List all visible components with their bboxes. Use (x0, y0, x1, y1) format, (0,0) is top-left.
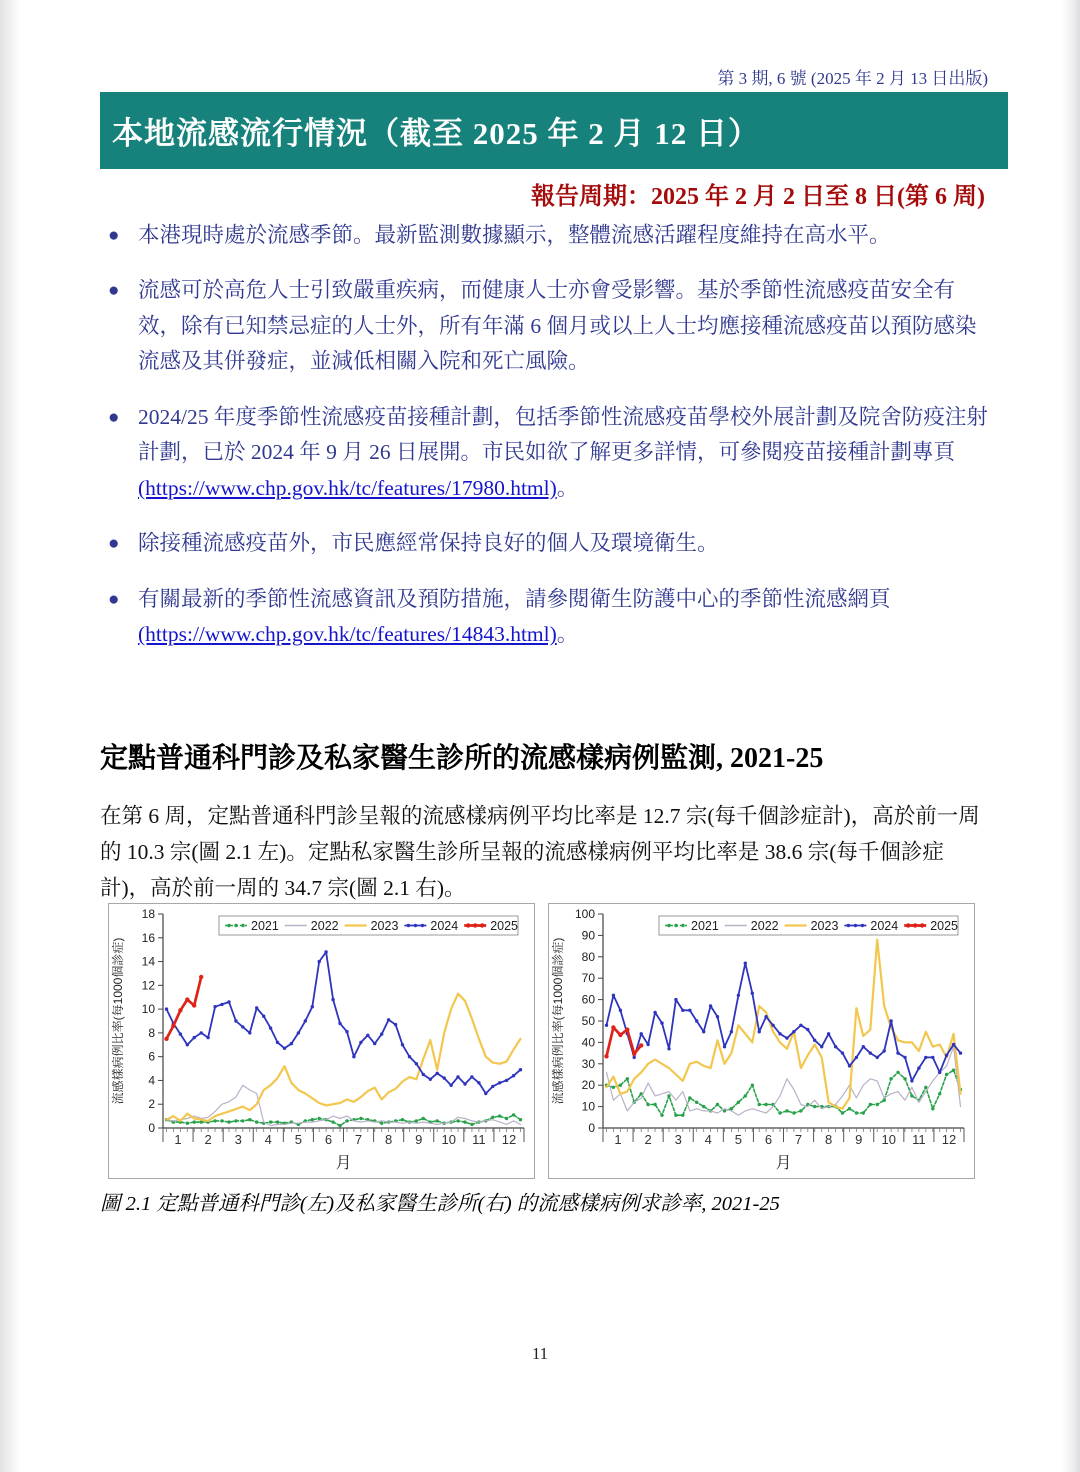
svg-text:12: 12 (941, 1132, 957, 1147)
private-doctor-ili-chart-svg (549, 904, 974, 1176)
page-number: 11 (531, 1344, 549, 1363)
svg-text:9: 9 (415, 1132, 423, 1147)
bullet-text: 2024/25 年度季節性流感疫苗接種計劃，包括季節性流感疫苗學校外展計劃及院舍防疫注射計劃，已於 2024 年 9 月 26 日展開。市民如欲了解更多詳情，可參閱疫苗接種計劃專頁 (138, 404, 988, 465)
svg-text:6: 6 (764, 1132, 773, 1147)
svg-text:2: 2 (148, 1097, 155, 1112)
key-points-list (100, 218, 992, 673)
series-2022 (607, 1047, 961, 1116)
bullet-text: 除接種流感疫苗外，市民應經常保持良好的個人及環境衛生。 (138, 531, 719, 556)
svg-text:2024: 2024 (870, 919, 899, 933)
svg-text:5: 5 (294, 1132, 302, 1147)
svg-text:0: 0 (588, 1121, 595, 1135)
svg-text:1: 1 (614, 1132, 622, 1147)
y-axis-label: 流感樣病例比率(每1000個診症) (111, 937, 125, 1105)
list-item (100, 582, 992, 653)
svg-text:11: 11 (912, 1132, 926, 1147)
svg-text:4: 4 (704, 1132, 712, 1147)
bullet-icon: ● (108, 533, 120, 555)
svg-text:10: 10 (881, 1132, 897, 1147)
svg-text:2021: 2021 (691, 919, 719, 933)
bullet-text: 有關最新的季節性流感資訊及預防措施，請參閱衛生防護中心的季節性流感網頁 (138, 586, 891, 611)
svg-text:60: 60 (581, 992, 595, 1007)
list-item (100, 218, 992, 253)
series-2025 (164, 975, 203, 1041)
svg-text:90: 90 (581, 928, 595, 943)
svg-text:6: 6 (148, 1049, 155, 1064)
bullet-text-suffix: 。 (556, 622, 579, 647)
svg-text:3: 3 (234, 1132, 242, 1147)
svg-text:2025: 2025 (930, 919, 959, 933)
report-period: 報告周期：2025 年 2 月 2 日至 8 日(第 6 周) (531, 184, 985, 210)
page-edge-left (0, 0, 20, 1472)
surveillance-paragraph: 在第 6 周，定點普通科門診呈報的流感樣病例平均比率是 12.7 宗(每千個診症計)，高於前一周的 10.3 宗(圖 2.1 左)。定點私家醫生診所呈報的流感樣病例平均比率是 38.6 宗(每千個診症計)，高於前一周的 34.7 宗(圖 2.1 右)。 (100, 804, 980, 901)
gopc-ili-chart-svg (109, 904, 534, 1176)
svg-text:1: 1 (174, 1132, 182, 1147)
bullet-icon: ● (108, 406, 120, 428)
svg-text:18: 18 (141, 907, 155, 921)
svg-text:2022: 2022 (750, 919, 779, 933)
svg-text:30: 30 (581, 1056, 595, 1071)
section-banner (100, 92, 1008, 169)
svg-text:10: 10 (441, 1132, 457, 1147)
svg-text:2: 2 (204, 1132, 212, 1147)
svg-text:70: 70 (581, 971, 595, 986)
svg-text:2022: 2022 (310, 919, 339, 933)
svg-text:16: 16 (141, 930, 155, 945)
bullet-text: 本港現時處於流感季節。最新監測數據顯示，整體流感活躍程度維持在高水平。 (138, 223, 891, 247)
svg-text:4: 4 (148, 1073, 155, 1088)
issue-line: 第 3 期, 6 號 (2025 年 2 月 13 日出版) (717, 69, 988, 88)
svg-text:8: 8 (385, 1132, 393, 1147)
svg-text:2024: 2024 (430, 919, 459, 933)
series-2024 (165, 950, 522, 1095)
svg-text:20: 20 (581, 1078, 595, 1093)
figure-caption: 圖 2.1 定點普通科門診(左)及私家醫生診所(右) 的流感樣病例求診率, 2021-25 (100, 1193, 780, 1215)
svg-text:7: 7 (354, 1132, 363, 1147)
svg-text:40: 40 (581, 1035, 595, 1050)
series-2025 (604, 1025, 643, 1058)
svg-text:3: 3 (674, 1132, 682, 1147)
svg-text:10: 10 (141, 1002, 155, 1017)
list-item (100, 526, 992, 561)
series-2022 (167, 1085, 521, 1125)
private-doctor-ili-chart (548, 903, 975, 1179)
svg-text:12: 12 (141, 978, 155, 993)
svg-text:12: 12 (501, 1132, 517, 1147)
svg-text:4: 4 (264, 1132, 272, 1147)
svg-text:6: 6 (324, 1132, 333, 1147)
bullet-icon: ● (108, 225, 120, 246)
svg-text:50: 50 (581, 1014, 595, 1028)
figure-2-1 (108, 903, 975, 1179)
bullet-text-suffix: 。 (556, 475, 579, 500)
svg-text:100: 100 (574, 907, 595, 921)
legend (659, 916, 958, 935)
vaccine-scheme-page-link[interactable]: (https://www.chp.gov.hk/tc/features/17980.html) (138, 475, 557, 500)
svg-text:8: 8 (148, 1025, 155, 1040)
bullet-icon: ● (108, 280, 120, 302)
legend (219, 916, 518, 935)
section-title: 定點普通科門診及私家醫生診所的流感樣病例監測, 2021-25 (100, 743, 824, 774)
svg-text:2023: 2023 (370, 919, 399, 933)
svg-text:2: 2 (644, 1132, 652, 1147)
svg-text:80: 80 (581, 949, 595, 964)
x-axis-label: 月 (335, 1155, 352, 1172)
axes (550, 907, 964, 1172)
banner-title: 本地流感流行情況（截至 2025 年 2 月 12 日） (112, 116, 760, 151)
x-axis-label: 月 (775, 1155, 792, 1172)
svg-text:0: 0 (148, 1121, 155, 1135)
svg-text:8: 8 (825, 1132, 833, 1147)
svg-text:5: 5 (734, 1132, 742, 1147)
page-edge-right (1062, 0, 1080, 1472)
bullet-icon: ● (108, 588, 120, 610)
gopc-ili-chart (108, 903, 535, 1179)
svg-text:9: 9 (855, 1132, 863, 1147)
axes (110, 907, 524, 1172)
svg-text:2023: 2023 (810, 919, 839, 933)
svg-text:11: 11 (472, 1132, 486, 1147)
series-2024 (605, 962, 962, 1083)
bullet-text: 流感可於高危人士引致嚴重疾病，而健康人士亦會受影響。基於季節性流感疫苗安全有效，除有已知禁忌症的人士外，所有年滿 6 個月或以上人士均應接種流感疫苗以預防感染流感及其併發症，並減低相關入院和死亡風險。 (138, 278, 977, 374)
series-2023 (167, 994, 521, 1121)
list-item (100, 273, 992, 379)
seasonal-flu-page-link[interactable]: (https://www.chp.gov.hk/tc/features/14843.html) (138, 622, 557, 647)
svg-text:7: 7 (794, 1132, 803, 1147)
svg-text:10: 10 (581, 1099, 595, 1114)
svg-text:2025: 2025 (490, 919, 519, 933)
svg-text:14: 14 (141, 954, 155, 969)
list-item (100, 400, 992, 506)
y-axis-label: 流感樣病例比率(每1000個診症) (551, 937, 565, 1105)
svg-text:2021: 2021 (251, 919, 279, 933)
